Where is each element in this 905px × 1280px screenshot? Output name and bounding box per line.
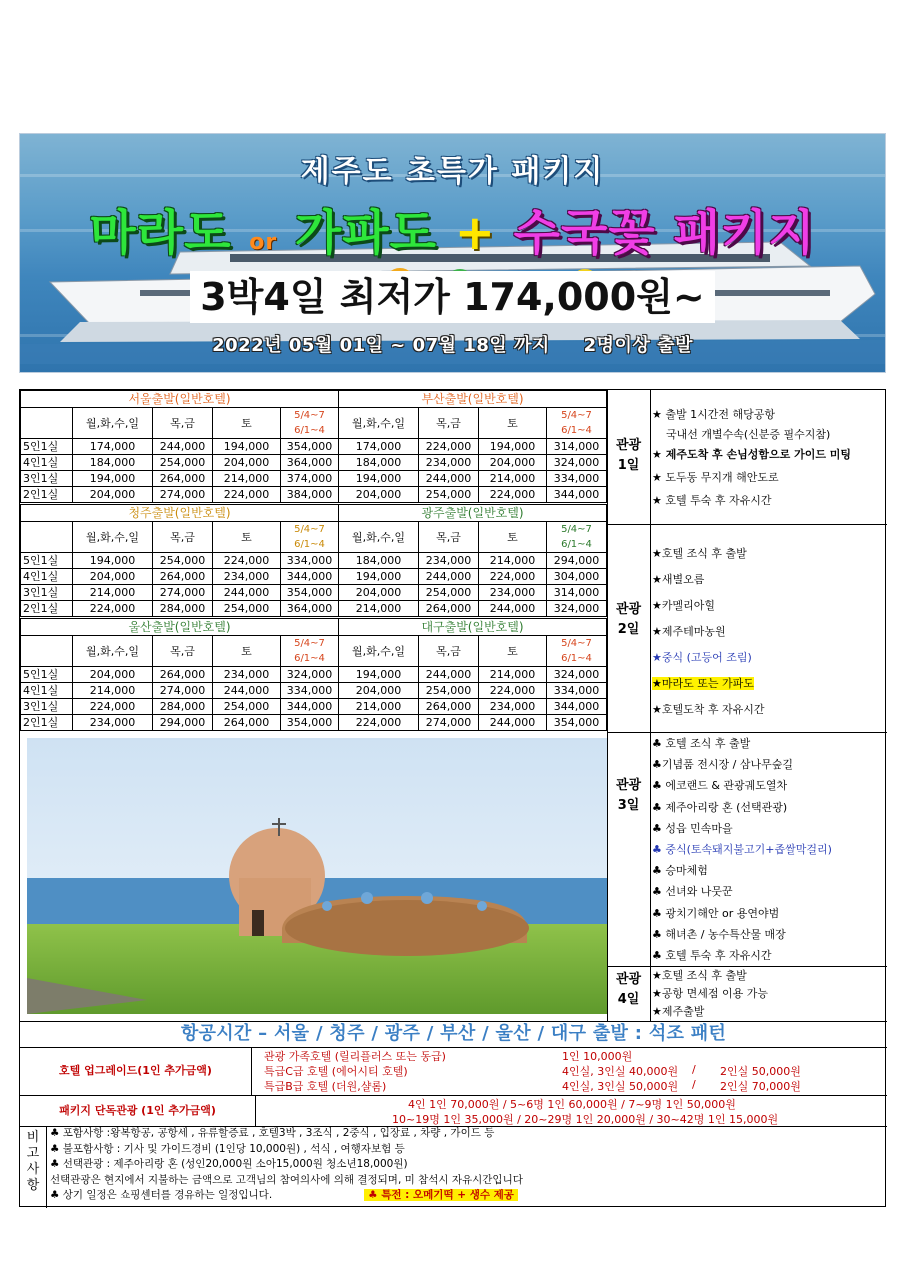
- schedule-item: ★제주출발: [652, 1005, 705, 1018]
- price-cell: 234,000: [479, 699, 547, 715]
- column-header: 목,금: [419, 636, 479, 667]
- price-cell: 204,000: [73, 569, 153, 585]
- price-cell: 204,000: [339, 585, 419, 601]
- room-type: 2인1실: [21, 715, 73, 731]
- table-title: 대구출발(일반호텔): [339, 619, 607, 636]
- price-cell: 194,000: [339, 667, 419, 683]
- price-cell: 254,000: [419, 487, 479, 503]
- schedule-item: ★ 제주도착 후 손님성함으로 가이드 미팅: [652, 448, 852, 461]
- column-header: 월,화,수,일: [339, 408, 419, 439]
- price-cell: 234,000: [213, 569, 281, 585]
- table-title: 부산출발(일반호텔): [339, 391, 607, 408]
- schedule-item: ♣ 광치기해안 or 용연야범: [652, 906, 780, 920]
- price-cell: 224,000: [479, 569, 547, 585]
- price-cell: 174,000: [73, 439, 153, 455]
- price-cell: 254,000: [153, 553, 213, 569]
- price-cell: 224,000: [479, 683, 547, 699]
- price-cell: 204,000: [73, 487, 153, 503]
- period-dates: 2022년 05월 01일 ~ 07월 18일 까지: [212, 335, 550, 356]
- banner-title: 제주도 초특가 패키지: [300, 154, 605, 189]
- hotel-line-slash: /: [692, 1063, 696, 1076]
- price-cell: 314,000: [547, 585, 607, 601]
- price-cell: 254,000: [213, 699, 281, 715]
- price-cell: 254,000: [213, 601, 281, 617]
- column-header: 목,금: [153, 522, 213, 553]
- column-header: 월,화,수,일: [339, 636, 419, 667]
- column-header: 토: [479, 636, 547, 667]
- hotel-line-slash: /: [692, 1078, 696, 1091]
- table-title: 광주출발(일반호텔): [339, 505, 607, 522]
- private-tour-line1: 4인 1인 70,000원 / 5~6명 1인 60,000원 / 7~9명 1인 50,000원: [408, 1098, 736, 1111]
- column-header: 월,화,수,일: [339, 522, 419, 553]
- banner-price: 3박4일 최저가 174,000원~: [190, 271, 715, 323]
- note-line: ♣ 선택관광 : 제주아리랑 혼 (성인20,000원 소아15,000원 청소년18,000원): [50, 1158, 408, 1170]
- package-or: or: [249, 230, 278, 255]
- banner-period: [20, 331, 885, 357]
- price-cell: 274,000: [153, 487, 213, 503]
- notes: [50, 1126, 886, 1204]
- price-cell: 234,000: [419, 553, 479, 569]
- special-date-header: 5/4~7 6/1~4: [547, 522, 607, 553]
- price-cell: 194,000: [479, 439, 547, 455]
- price-cell: 234,000: [479, 585, 547, 601]
- price-cell: 244,000: [479, 715, 547, 731]
- price-cell: 224,000: [73, 601, 153, 617]
- day1-schedule: [652, 406, 887, 512]
- min-people: 2명이상 출발: [583, 335, 693, 356]
- price-cell: 224,000: [213, 487, 281, 503]
- private-tour-label: 패키지 단독관광 (1인 추가금액): [20, 1095, 256, 1126]
- column-header: 목,금: [419, 522, 479, 553]
- price-cell: 384,000: [281, 487, 339, 503]
- price-cell: 214,000: [339, 699, 419, 715]
- hero-banner: [19, 133, 886, 373]
- room-type: 4인1실: [21, 683, 73, 699]
- price-cell: 244,000: [419, 569, 479, 585]
- room-type: 2인1실: [21, 487, 73, 503]
- table-title: 청주출발(일반호텔): [21, 505, 339, 522]
- schedule-item: ★공항 면세점 이용 가능: [652, 987, 768, 1000]
- special-date-header: 5/4~7 6/1~4: [547, 408, 607, 439]
- price-cell: 344,000: [547, 487, 607, 503]
- price-table: [20, 618, 607, 731]
- price-cell: 244,000: [419, 667, 479, 683]
- note-line: 선택관광은 현지에서 지불하는 금액으로 고객님의 참여의사에 의해 결정되며, 미 참석시 자유시간입니다: [50, 1173, 523, 1186]
- table-row: [21, 585, 607, 601]
- price-cell: 194,000: [339, 569, 419, 585]
- special-date-header: 5/4~7 6/1~4: [281, 408, 339, 439]
- price-cell: 234,000: [419, 455, 479, 471]
- hotel-line-price: 4인실, 3인실 40,000원: [562, 1065, 679, 1078]
- package-gapado: 가파도: [294, 205, 438, 261]
- column-header: 토: [213, 636, 281, 667]
- price-cell: 194,000: [73, 471, 153, 487]
- price-cell: 254,000: [419, 585, 479, 601]
- price-cell: 174,000: [339, 439, 419, 455]
- price-cell: 244,000: [153, 439, 213, 455]
- price-cell: 194,000: [73, 553, 153, 569]
- price-cell: 274,000: [419, 715, 479, 731]
- price-cell: 234,000: [213, 667, 281, 683]
- table-row: [21, 553, 607, 569]
- price-cell: 214,000: [213, 471, 281, 487]
- day4-label: 관광 4일: [615, 972, 642, 1007]
- note-line: ♣ 상기 일정은 쇼핑센터를 경유하는 일정입니다. ♣ 특전 : 오메기떡 + 생수 제공: [50, 1188, 886, 1204]
- schedule-item: ★호텔 조식 후 출발: [652, 547, 747, 560]
- room-type: 5인1실: [21, 553, 73, 569]
- price-cell: 214,000: [73, 683, 153, 699]
- price-table: [20, 390, 607, 503]
- column-header: 월,화,수,일: [73, 408, 153, 439]
- note-line: ♣ 불포함사항 : 기사 및 가이드경비 (1인당 10,000원) , 석식 , 여행자보험 등: [50, 1142, 405, 1155]
- special-date-header: 5/4~7 6/1~4: [547, 636, 607, 667]
- hotel-line-price: 1인 10,000원: [562, 1050, 633, 1063]
- column-header: 목,금: [153, 408, 213, 439]
- table-row: [21, 683, 607, 699]
- price-cell: 294,000: [547, 553, 607, 569]
- column-header: 토: [213, 408, 281, 439]
- price-cell: 244,000: [419, 471, 479, 487]
- schedule-item: ★ 도두동 무지개 해안도로: [652, 471, 779, 484]
- price-cell: 334,000: [547, 471, 607, 487]
- column-header: 목,금: [419, 408, 479, 439]
- schedule-item: ★카멜리아힐: [652, 599, 715, 612]
- price-cell: 224,000: [213, 553, 281, 569]
- column-header: 토: [213, 522, 281, 553]
- private-tour-row: [20, 1095, 887, 1126]
- column-header: 토: [479, 522, 547, 553]
- price-cell: 184,000: [339, 553, 419, 569]
- schedule-item: 국내선 개별수속(신분증 필수지참): [666, 428, 831, 441]
- schedule-item: ♣ 성읍 민속마을: [652, 821, 733, 835]
- column-header: 월,화,수,일: [73, 522, 153, 553]
- price-cell: 264,000: [153, 569, 213, 585]
- price-cell: 194,000: [339, 471, 419, 487]
- price-cell: 284,000: [153, 699, 213, 715]
- price-cell: 224,000: [73, 699, 153, 715]
- price-cell: 224,000: [419, 439, 479, 455]
- price-cell: 284,000: [153, 601, 213, 617]
- room-type: 3인1실: [21, 471, 73, 487]
- price-cell: 334,000: [281, 683, 339, 699]
- price-cell: 244,000: [479, 601, 547, 617]
- schedule-item: ♣ 중식(토속돼지불고기+좁쌀막걸리): [652, 843, 832, 857]
- special-offer-badge: ♣ 특전 : 오메기떡 + 생수 제공: [364, 1189, 518, 1201]
- hotel-line-price2: 2인실 70,000원: [720, 1080, 801, 1093]
- banner-package-line: [20, 194, 885, 263]
- schedule-item: ★새별오름: [652, 573, 705, 586]
- price-table: [20, 504, 607, 617]
- hotel-line-name: 특급C급 호텔 (에어시티 호텔): [264, 1065, 408, 1078]
- room-type: 3인1실: [21, 585, 73, 601]
- table-title: 서울출발(일반호텔): [21, 391, 339, 408]
- church-photo: [27, 738, 607, 1014]
- schedule-item: ♣ 제주아리랑 혼 (선택관광): [652, 800, 788, 814]
- price-cell: 344,000: [281, 699, 339, 715]
- column-header: 월,화,수,일: [73, 636, 153, 667]
- room-type: 3인1실: [21, 699, 73, 715]
- package-hydrangea: 수국꽃: [513, 205, 656, 261]
- price-cell: 204,000: [479, 455, 547, 471]
- schedule-item: ★호텔도착 후 자유시간: [652, 703, 765, 716]
- price-cell: 354,000: [547, 715, 607, 731]
- price-cell: 214,000: [479, 667, 547, 683]
- column-header: 목,금: [153, 636, 213, 667]
- price-cell: 324,000: [547, 601, 607, 617]
- price-cell: 324,000: [547, 667, 607, 683]
- schedule-item: ♣기념품 전시장 / 삼나무숲길: [652, 758, 793, 772]
- schedule-item: ★ 호텔 투숙 후 자유시간: [652, 494, 772, 507]
- schedule-item: ★호텔 조식 후 출발: [652, 969, 747, 982]
- hotel-line-name: 관광 가족호텔 (릴리플러스 또는 동급): [264, 1050, 446, 1063]
- price-cell: 244,000: [213, 585, 281, 601]
- flight-info: 항공시간 – 서울 / 청주 / 광주 / 부산 / 울산 / 대구 출발 : 석조 패턴: [180, 1023, 727, 1044]
- schedule-item: ★마라도 또는 가파도: [652, 677, 754, 690]
- price-cell: 204,000: [73, 667, 153, 683]
- price-cell: 264,000: [419, 699, 479, 715]
- price-cell: 264,000: [419, 601, 479, 617]
- price-cell: 324,000: [547, 455, 607, 471]
- price-cell: 324,000: [281, 667, 339, 683]
- room-type: 2인1실: [21, 601, 73, 617]
- price-cell: 274,000: [153, 585, 213, 601]
- schedule-item: ♣ 호텔 조식 후 출발: [652, 737, 751, 750]
- price-cell: 354,000: [281, 585, 339, 601]
- room-type: 5인1실: [21, 667, 73, 683]
- price-cell: 214,000: [73, 585, 153, 601]
- price-cell: 344,000: [547, 699, 607, 715]
- price-cell: 314,000: [547, 439, 607, 455]
- special-date-header: 5/4~7 6/1~4: [281, 636, 339, 667]
- package-word: 패키지: [673, 205, 816, 261]
- price-cell: 254,000: [153, 455, 213, 471]
- hotel-line-name: 특급B급 호텔 (더원,샬롬): [264, 1080, 387, 1093]
- day2-label: 관광 2일: [615, 602, 642, 637]
- itinerary-frame: [19, 389, 886, 1207]
- room-type: 4인1실: [21, 569, 73, 585]
- price-cell: 204,000: [339, 683, 419, 699]
- schedule-item: ♣ 선녀와 나뭇꾼: [652, 885, 733, 899]
- day3-label: 관광 3일: [615, 778, 642, 813]
- price-cell: 344,000: [281, 569, 339, 585]
- price-cell: 204,000: [213, 455, 281, 471]
- price-cell: 194,000: [213, 439, 281, 455]
- price-cell: 214,000: [479, 553, 547, 569]
- price-cell: 264,000: [153, 471, 213, 487]
- price-cell: 244,000: [213, 683, 281, 699]
- table-row: [21, 487, 607, 503]
- special-date-header: 5/4~7 6/1~4: [281, 522, 339, 553]
- price-cell: 214,000: [479, 471, 547, 487]
- package-marado: 마라도: [89, 205, 232, 261]
- price-cell: 364,000: [281, 601, 339, 617]
- price-cell: 304,000: [547, 569, 607, 585]
- package-plus: +: [454, 205, 496, 261]
- price-cell: 374,000: [281, 471, 339, 487]
- table-row: [21, 455, 607, 471]
- day4-schedule: [652, 967, 887, 1021]
- table-row: [21, 715, 607, 731]
- schedule-item: ♣ 에코랜드 & 관광궤도열차: [652, 779, 788, 793]
- room-type: 5인1실: [21, 439, 73, 455]
- price-cell: 204,000: [339, 487, 419, 503]
- schedule-item: ★ 출발 1시간전 해당공항: [652, 408, 775, 421]
- hotel-line-price2: 2인실 50,000원: [720, 1065, 801, 1078]
- price-cell: 294,000: [153, 715, 213, 731]
- schedule-item: ♣ 해녀촌 / 농수특산물 매장: [652, 927, 786, 941]
- hotel-upgrade-label: 호텔 업그레이드(1인 추가금액): [20, 1047, 252, 1095]
- table-row: [21, 699, 607, 715]
- price-cell: 274,000: [153, 683, 213, 699]
- price-cell: 354,000: [281, 439, 339, 455]
- day2-schedule: [652, 541, 887, 723]
- price-cell: 184,000: [339, 455, 419, 471]
- day3-schedule: [652, 733, 887, 966]
- note-line: ♣ 포함사항 :왕복항공, 공항세 , 유류할증료 , 호텔3박 , 3조식 , 2중식 , 입장료 , 차량 , 가이드 등: [50, 1127, 495, 1139]
- private-tour-line2: 10~19명 1인 35,000원 / 20~29명 1인 20,000원 / 30~42명 1인 15,000원: [392, 1113, 779, 1126]
- price-cell: 184,000: [73, 455, 153, 471]
- price-cell: 264,000: [213, 715, 281, 731]
- table-title: 울산출발(일반호텔): [21, 619, 339, 636]
- schedule-item: ★중식 (고등어 조림): [652, 651, 752, 664]
- table-row: [21, 569, 607, 585]
- schedule-item: ★제주테마농원: [652, 625, 726, 638]
- column-header: 토: [479, 408, 547, 439]
- day1-label: 관광 1일: [615, 438, 642, 473]
- hotel-line-price: 4인실, 3인실 50,000원: [562, 1080, 679, 1093]
- price-cell: 214,000: [339, 601, 419, 617]
- hotel-upgrade-row: [20, 1047, 887, 1095]
- schedule-item: ♣ 승마체험: [652, 864, 708, 878]
- price-cell: 364,000: [281, 455, 339, 471]
- price-cell: 334,000: [547, 683, 607, 699]
- price-cell: 224,000: [339, 715, 419, 731]
- table-row: [21, 601, 607, 617]
- price-cell: 264,000: [153, 667, 213, 683]
- schedule-item: ♣ 호텔 투숙 후 자유시간: [652, 949, 772, 963]
- notes-side-label: 비 고 사 항: [20, 1126, 47, 1208]
- price-cell: 234,000: [73, 715, 153, 731]
- price-cell: 224,000: [479, 487, 547, 503]
- price-cell: 334,000: [281, 553, 339, 569]
- price-cell: 354,000: [281, 715, 339, 731]
- room-type: 4인1실: [21, 455, 73, 471]
- table-row: [21, 471, 607, 487]
- price-cell: 254,000: [419, 683, 479, 699]
- table-row: [21, 667, 607, 683]
- table-row: [21, 439, 607, 455]
